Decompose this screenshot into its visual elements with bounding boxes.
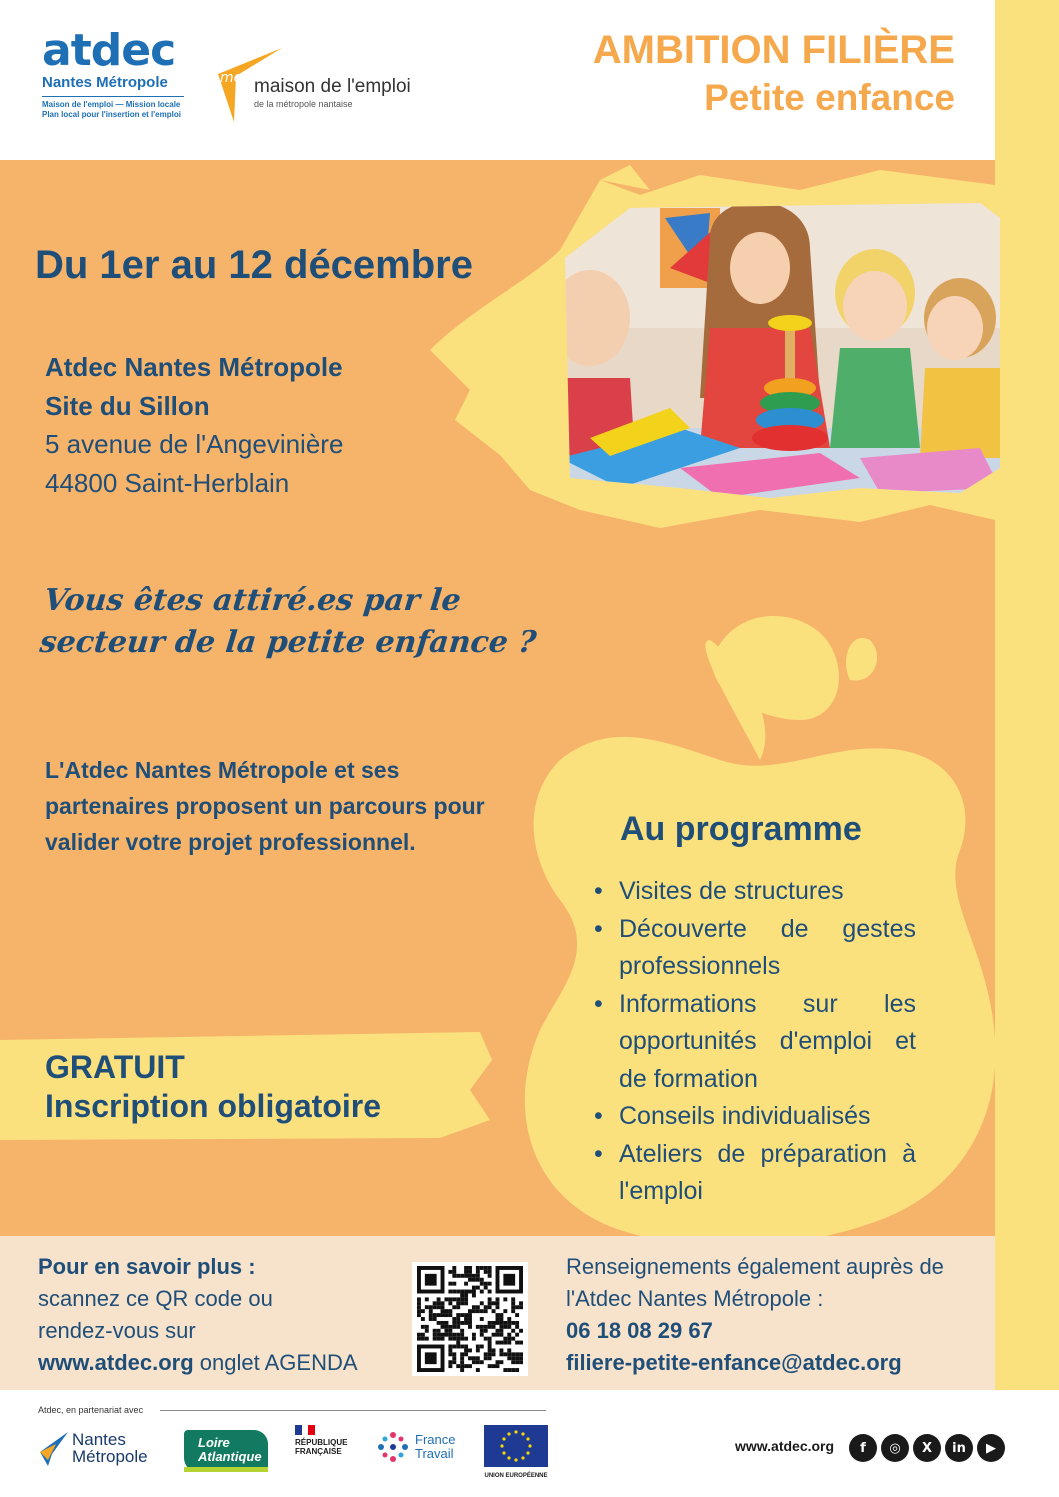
loire-logo-underline (184, 1467, 268, 1472)
address-line-3: 5 avenue de l'Angevinière (45, 429, 344, 459)
event-date: Du 1er au 12 décembre (35, 243, 473, 287)
facebook-icon[interactable]: f (849, 1434, 877, 1462)
eu-label: UNION EUROPÉENNE (484, 1473, 548, 1479)
partners-label: Atdec, en partenariat avec (38, 1405, 144, 1415)
footer-website-link[interactable]: www.atdec.org (735, 1438, 835, 1454)
svg-text:me: me (220, 70, 243, 86)
ft-line-1: France (415, 1432, 456, 1447)
question-line-1: Vous êtes attiré.es par le (42, 583, 463, 618)
address-line-2: Site du Sillon (45, 390, 210, 421)
loire-line-1: Loire (198, 1435, 230, 1450)
rep-line-2: FRANÇAISE (295, 1447, 342, 1456)
republique-francaise-logo[interactable] (295, 1425, 347, 1456)
info-more-line-3 (38, 1347, 358, 1379)
eu-flag-icon (484, 1425, 548, 1467)
programme-item: • Découverte de gestes professionnels (592, 911, 916, 986)
contact-phone[interactable]: 06 18 08 29 67 (566, 1318, 713, 1343)
france-travail-mark-icon (376, 1430, 410, 1464)
ft-line-2: Travail (415, 1446, 454, 1461)
atdec-logo[interactable] (42, 25, 192, 120)
headline-question (38, 580, 543, 664)
header-title-line-1: AMBITION FILIÈRE (592, 28, 955, 72)
x-icon[interactable]: X (913, 1434, 941, 1462)
programme-item: • Informations sur les opportunités d'emploi et de formation (592, 986, 916, 1099)
atdec-logo-tagline-2: Plan local pour l'insertion et l'emploi (42, 110, 181, 119)
programme-item: • Visites de structures (592, 873, 916, 911)
union-europeenne-logo[interactable] (484, 1425, 548, 1479)
info-more (38, 1251, 358, 1379)
address-line-4: 44800 Saint-Herblain (45, 467, 290, 498)
right-accent-stripe (995, 0, 1059, 1390)
info-more-line-1: scannez ce QR code ou (38, 1286, 273, 1311)
nantes-metropole-logo[interactable] (38, 1430, 148, 1466)
info-contact-line-2: l'Atdec Nantes Métropole : (566, 1286, 824, 1311)
programme-title: Au programme (620, 810, 862, 848)
atdec-logo-rule (42, 96, 184, 97)
partners-divider (160, 1410, 546, 1411)
atdec-logo-tagline-1: Maison de l'emploi — Mission locale (42, 100, 181, 109)
nantes-line-1: Nantes (72, 1430, 126, 1449)
info-more-line-2: rendez-vous sur (38, 1318, 196, 1343)
question-line-2: secteur de la petite enfance ? (38, 625, 538, 660)
inscription-label: Inscription obligatoire (45, 1088, 382, 1124)
children-activity-photo (560, 198, 1000, 498)
info-contact (566, 1251, 944, 1379)
nantes-metropole-mark-icon (38, 1430, 70, 1466)
info-contact-line-1: Renseignements également auprès de (566, 1254, 944, 1279)
rep-line-1: RÉPUBLIQUE (295, 1438, 348, 1447)
atdec-website-link[interactable]: www.atdec.org (38, 1350, 194, 1375)
linkedin-icon[interactable]: in (945, 1434, 973, 1462)
address-line-1: Atdec Nantes Métropole (45, 352, 343, 382)
loire-line-2: Atlantique (198, 1449, 262, 1464)
french-flag-icon (295, 1425, 315, 1435)
atdec-logo-subtitle: Nantes Métropole (42, 74, 168, 91)
programme-item: • Conseils individualisés (592, 1098, 916, 1136)
qr-code[interactable] (412, 1262, 528, 1376)
social-links (849, 1434, 1005, 1462)
atdec-logo-name: atdec (42, 25, 176, 76)
maison-emploi-logo[interactable] (214, 46, 434, 126)
programme-list (592, 873, 916, 1211)
header-title-line-2: Petite enfance (704, 77, 955, 118)
loire-atlantique-logo[interactable] (184, 1430, 268, 1472)
header-title (593, 26, 955, 122)
contact-email[interactable]: filiere-petite-enfance@atdec.org (566, 1350, 902, 1375)
maison-emploi-logo-subtitle: de la métropole nantaise (254, 99, 353, 109)
programme-item: • Ateliers de préparation à l'emploi (592, 1136, 916, 1211)
nantes-line-2: Métropole (72, 1447, 148, 1466)
qr-code-icon (416, 1266, 524, 1372)
free-registration-banner (45, 1048, 381, 1126)
intro-paragraph: L'Atdec Nantes Métropole et ses partenaires proposent un parcours pour valider votre projet professionnel. (45, 757, 485, 855)
maison-emploi-logo-name: maison de l'emploi (254, 76, 411, 97)
instagram-icon[interactable]: ◎ (881, 1434, 909, 1462)
event-address (45, 348, 343, 502)
youtube-icon[interactable]: ▶ (977, 1434, 1005, 1462)
gratuit-label: GRATUIT (45, 1049, 185, 1085)
info-more-title: Pour en savoir plus : (38, 1254, 256, 1279)
france-travail-logo[interactable] (376, 1430, 455, 1464)
agenda-suffix: onglet AGENDA (193, 1350, 358, 1375)
